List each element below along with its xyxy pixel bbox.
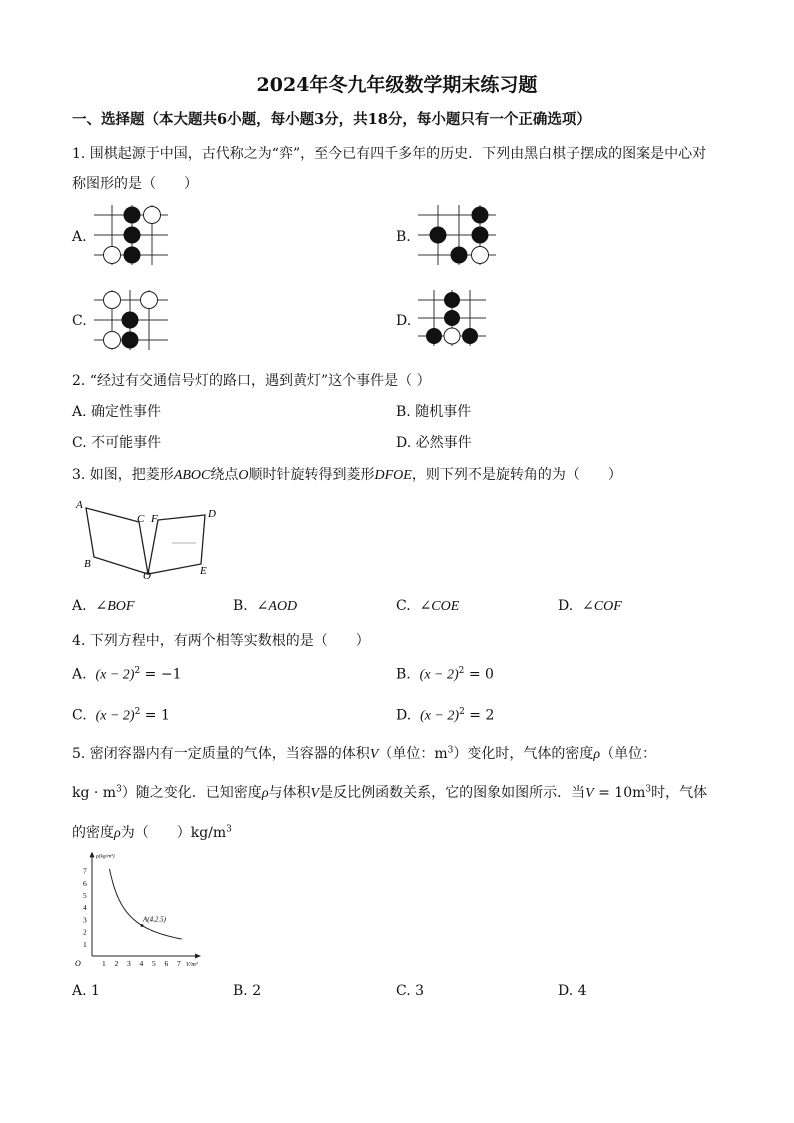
q5-option-b[interactable]: B. 2: [233, 983, 262, 999]
q1-option-b-label[interactable]: B.: [396, 229, 411, 245]
q3-rhombus-figure: [70, 495, 230, 585]
q5-text: 为（ ）kg/m: [120, 825, 227, 841]
q3-option-d[interactable]: [558, 598, 622, 615]
black-stone: [444, 310, 460, 326]
black-stone: [472, 207, 489, 224]
point-a-marker: [141, 924, 144, 927]
equation-base: (x − 2): [420, 708, 460, 724]
q1-option-d-board: [416, 290, 488, 348]
q3-rhombus-dfoe: DFOE: [374, 468, 412, 483]
black-stone: [451, 247, 468, 264]
option-label: B.: [396, 666, 411, 683]
y-tick-label: 3: [83, 915, 87, 925]
white-stone: [444, 328, 460, 344]
y-axis-label: ρ(kg/m³): [96, 853, 115, 860]
q4-option-d[interactable]: [396, 707, 494, 725]
equation-rhs: = 0: [468, 666, 494, 683]
q5-sup: 3: [447, 745, 454, 756]
x-tick-label: 2: [114, 959, 119, 968]
q5-text: = 10m: [598, 785, 646, 801]
option-label: A.: [72, 598, 87, 614]
q2-option-c[interactable]: C. 不可能事件: [72, 435, 162, 451]
option-label: B.: [233, 598, 248, 614]
black-stone: [124, 247, 141, 264]
q3-point-o: O: [238, 468, 249, 483]
q1-option-d-label[interactable]: D.: [396, 313, 412, 329]
label-e: E: [200, 565, 207, 577]
q2-option-d[interactable]: D. 必然事件: [396, 435, 472, 451]
option-label: D.: [396, 707, 412, 724]
q5-stem-line2: [72, 782, 707, 802]
option-math: ∠AOD: [256, 599, 298, 614]
q3-stem-text: 绕点: [210, 467, 239, 483]
x-tick-label: 7: [177, 959, 181, 968]
x-axis-label: V/m³: [186, 962, 198, 968]
equation-base: (x − 2): [95, 708, 135, 724]
origin-label: O: [75, 959, 81, 968]
black-stone: [426, 328, 442, 344]
white-stone: [141, 292, 158, 309]
q3-stem-text: ，则下列不是旋转角的为（ ）: [411, 467, 622, 483]
section-heading: 一、选择题（本大题共6小题，每小题3分，共18分，每小题只有一个正确选项）: [72, 111, 591, 128]
q5-var-v: V: [369, 747, 379, 762]
point-a-label: A(4,2.5): [143, 915, 166, 924]
equation-base: (x − 2): [419, 667, 459, 683]
black-stone: [472, 227, 489, 244]
equation-exponent: 2: [134, 666, 141, 676]
y-tick-label: 6: [83, 878, 87, 888]
y-tick-label: 2: [83, 927, 87, 937]
q5-option-d[interactable]: D. 4: [558, 983, 587, 999]
q5-density-graph: [68, 852, 218, 972]
q5-var-rho: ρ: [114, 826, 121, 841]
q4-stem: 4. 下列方程中，有两个相等实数根的是（ ）: [72, 633, 370, 649]
x-tick-label: 3: [127, 959, 131, 968]
black-stone: [124, 227, 141, 244]
q5-stem-line1: [72, 743, 656, 763]
white-stone: [472, 247, 489, 264]
q5-text: 的密度: [72, 825, 114, 841]
option-math: ∠COF: [582, 599, 622, 614]
option-math: ∠COE: [419, 599, 460, 614]
label-a: A: [76, 499, 83, 511]
q5-text: 与体积: [268, 785, 311, 801]
black-stone: [124, 207, 141, 224]
q1-option-a-label[interactable]: A.: [72, 229, 87, 245]
q1-stem-line2: 称图形的是（ ）: [72, 176, 198, 192]
q5-stem-line3: [72, 822, 232, 842]
y-tick-label: 1: [83, 939, 87, 949]
q3-option-c[interactable]: [396, 598, 459, 615]
q2-option-a[interactable]: A. 确定性事件: [72, 404, 162, 420]
equation-rhs: = 1: [144, 707, 170, 724]
x-tick-label: 4: [139, 959, 144, 968]
q5-text: 5. 密闭容器内有一定质量的气体，当容器的体积: [72, 746, 370, 762]
q5-var-rho: ρ: [593, 747, 601, 762]
q3-stem-text: 顺时针旋转得到菱形: [248, 467, 375, 483]
y-tick-label: 7: [83, 866, 87, 876]
q5-text: ）变化时，气体的密度: [453, 746, 594, 762]
option-label: D.: [558, 598, 574, 614]
label-f: F: [151, 513, 158, 525]
option-math: ∠BOF: [95, 599, 135, 614]
x-tick-label: 6: [164, 959, 169, 968]
equation-rhs: = 2: [469, 707, 495, 724]
q5-sup: 3: [645, 784, 652, 795]
x-tick-label: 5: [152, 959, 156, 968]
page-title: 2024年冬九年级数学期末练习题: [256, 74, 538, 96]
q5-var-rho: ρ: [261, 786, 269, 801]
option-label: C.: [72, 707, 87, 724]
q5-sup: 3: [226, 824, 232, 835]
q3-rhombus-abco: ABOC: [173, 468, 211, 483]
q3-option-b[interactable]: [233, 598, 297, 615]
y-tick-label: 5: [83, 891, 87, 900]
q3-stem-text: 3. 如图，把菱形: [72, 467, 174, 483]
x-tick-label: 1: [102, 959, 106, 968]
q1-option-c-board: [92, 290, 172, 352]
label-c: C: [137, 513, 145, 525]
q3-stem: [72, 464, 622, 484]
q5-text: 时，气体: [651, 785, 708, 801]
equation-base: (x − 2): [95, 667, 135, 683]
q5-text: 是反比例函数关系，它的图象如图所示．当: [319, 785, 586, 801]
q5-option-a[interactable]: A. 1: [72, 983, 100, 999]
q3-option-a[interactable]: [72, 598, 134, 615]
white-stone: [104, 247, 121, 264]
q1-stem-line1: 1. 围棋起源于中国，古代称之为“弈”，至今已有四千多年的历史．下列由黑白棋子摆成的图案是中心对: [72, 146, 707, 162]
q5-text: ）随之变化．已知密度: [121, 785, 262, 801]
option-label: C.: [396, 598, 411, 614]
y-tick-label: 4: [83, 903, 87, 913]
label-d: D: [208, 508, 216, 520]
y-axis-arrow: [90, 852, 95, 857]
q5-option-c[interactable]: C. 3: [396, 983, 425, 999]
black-stone: [462, 328, 478, 344]
q5-text: kg · m: [72, 785, 117, 801]
equation-exponent: 2: [459, 707, 465, 717]
q1-option-b-board: [416, 205, 500, 267]
q5-var-v: V: [585, 786, 594, 801]
equation-exponent: 2: [458, 666, 465, 676]
q4-option-a[interactable]: [72, 666, 181, 684]
black-stone: [122, 312, 139, 329]
equation-exponent: 2: [134, 707, 141, 717]
white-stone: [104, 332, 121, 349]
q2-option-b[interactable]: B. 随机事件: [396, 404, 472, 420]
label-b: B: [84, 558, 91, 570]
q5-var-v: V: [310, 786, 320, 801]
q2-stem: 2. “经过有交通信号灯的路口，遇到黄灯”这个事件是（ ）: [72, 373, 431, 389]
inverse-curve: [110, 869, 183, 939]
q4-option-c[interactable]: [72, 707, 170, 725]
white-stone: [104, 292, 121, 309]
option-label: A.: [72, 666, 87, 683]
q1-option-c-label[interactable]: C.: [72, 313, 87, 329]
q1-option-a-board: [92, 205, 172, 267]
q5-text: （单位：m: [378, 746, 448, 762]
equation-rhs: = −1: [144, 666, 182, 683]
x-axis-arrow: [195, 954, 201, 959]
q5-text: （单位：: [600, 746, 657, 762]
black-stone: [430, 227, 447, 244]
white-stone: [144, 207, 161, 224]
label-o: O: [143, 570, 151, 582]
black-stone: [444, 292, 460, 308]
black-stone: [122, 332, 139, 349]
q5-sup: 3: [116, 784, 122, 795]
q4-option-b[interactable]: [396, 666, 494, 684]
